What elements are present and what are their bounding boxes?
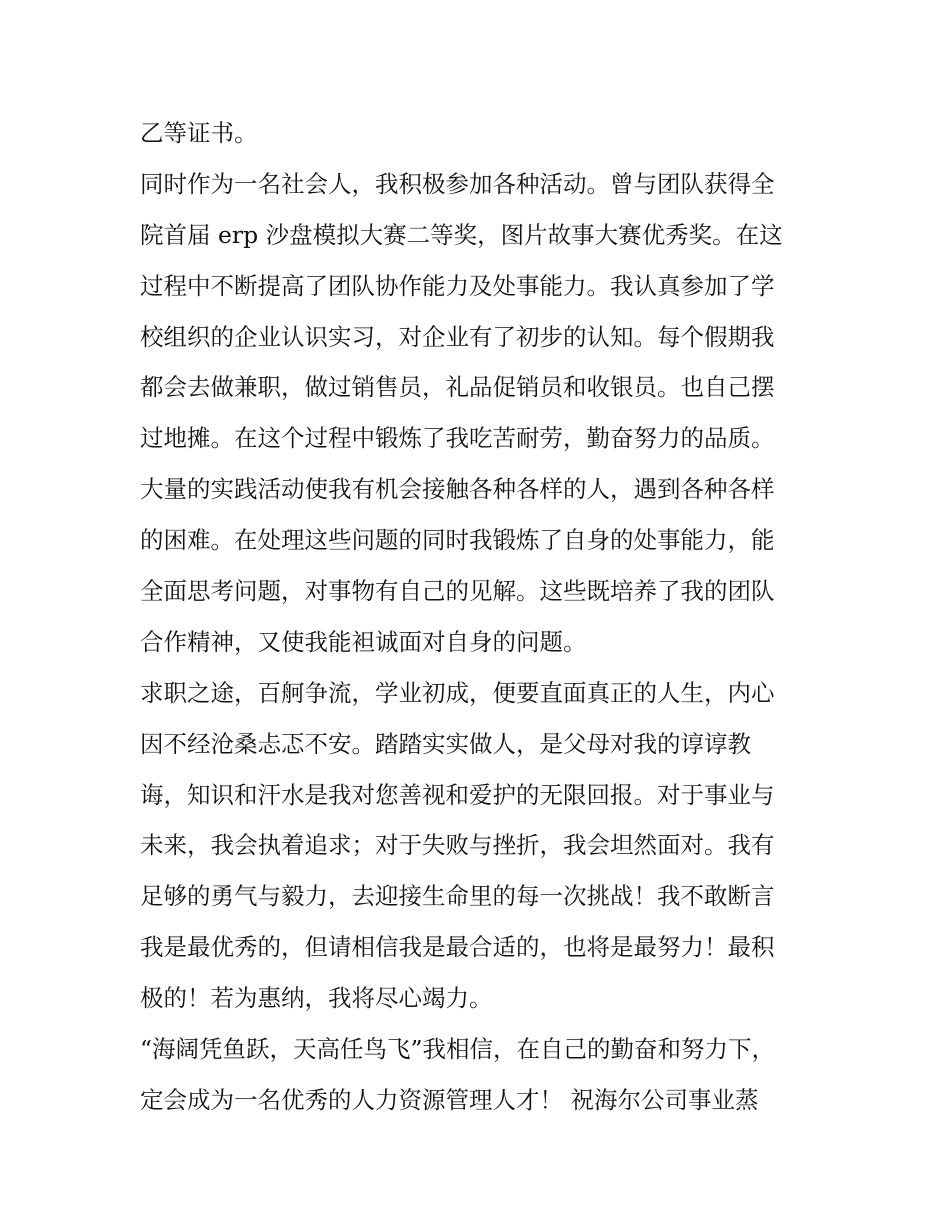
text-line: 定会成为一名优秀的人力资源管理人才！ 祝海尔公司事业蒸	[140, 1085, 759, 1114]
body-text	[140, 108, 820, 1126]
text-line: 乙等证书。	[140, 119, 258, 147]
text-line: 我是最优秀的，但请相信我是最合适的，也将是最努力！最积	[140, 933, 775, 962]
text-line: 同时作为一名社会人，我积极参加各种活动。曾与团队获得全	[140, 169, 775, 198]
text-line: 全面思考问题，对事物有自己的见解。这些既培养了我的团队	[140, 577, 775, 606]
text-line: 诲，知识和汗水是我对您善视和爱护的无限回报。对于事业与	[140, 780, 775, 809]
text-line: 求职之途，百舸争流，学业初成，便要直面真正的人生，内心	[140, 678, 775, 707]
text-line: 大量的实践活动使我有机会接触各种各样的人，遇到各种各样	[140, 475, 775, 504]
text-line: 校组织的企业认识实习，对企业有了初步的认知。每个假期我	[140, 322, 775, 351]
text-line: 院首届 erp 沙盘模拟大赛二等奖，图片故事大赛优秀奖。在这	[140, 220, 783, 249]
text-line: 的困难。在处理这些问题的同时我锻炼了自身的处事能力，能	[140, 526, 775, 555]
text-line: 合作精神，又使我能袒诚面对自身的问题。	[140, 627, 587, 656]
text-line: 都会去做兼职，做过销售员，礼品促销员和收银员。也自己摆	[140, 373, 775, 402]
text-line: “海阔凭鱼跃，天高任鸟飞”我相信，在自己的勤奋和努力下，	[140, 1035, 776, 1064]
text-line: 极的！若为惠纳，我将尽心竭力。	[140, 984, 493, 1013]
text-line: 因不经沧桑忐忑不安。踏踏实实做人，是父母对我的谆谆教	[140, 729, 751, 758]
text-line: 过程中不断提高了团队协作能力及处事能力。我认真参加了学	[140, 271, 775, 300]
text-line: 过地摊。在这个过程中锻炼了我吃苦耐劳，勤奋努力的品质。	[140, 424, 775, 453]
text-line: 足够的勇气与毅力，去迎接生命里的每一次挑战！我不敢断言	[140, 882, 775, 911]
text-line: 未来，我会执着追求；对于失败与挫折，我会坦然面对。我有	[140, 831, 775, 860]
